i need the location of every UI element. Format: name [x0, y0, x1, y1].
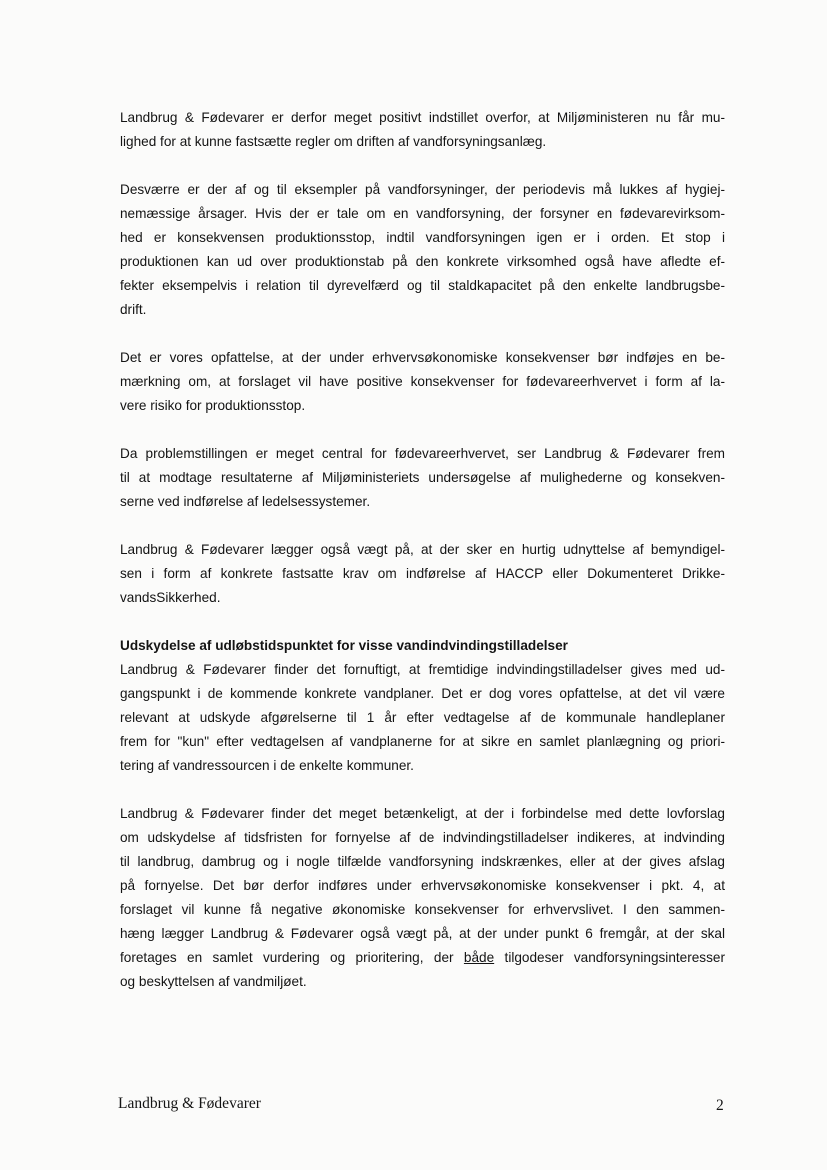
paragraph-5	[120, 538, 725, 610]
footer-organization: Landbrug & Fødevarer	[118, 1095, 261, 1112]
text-line: og beskyttelsen af vandmiljøet.	[120, 974, 307, 989]
text-line: nemæssige årsager. Hvis der er tale om en vandforsyning, der forsyner en fødevarevirksom-	[120, 206, 725, 221]
paragraph-4	[120, 442, 725, 514]
text-line: frem for "kun" efter vedtagelsen af vandplanerne for at sikre en samlet planlægning og priori-	[120, 734, 725, 749]
text-line: Landbrug & Fødevarer finder det fornuftigt, at fremtidige indvindingstilladelser gives med ud-	[120, 662, 725, 677]
paragraph-last	[120, 802, 725, 994]
text-line: relevant at udskyde afgørelserne til 1 år efter vedtagelse af de kommunale handleplaner	[120, 710, 725, 725]
text-line: Landbrug & Fødevarer er derfor meget positivt indstillet overfor, at Miljøministeren nu får mu-	[120, 110, 725, 125]
text-line: lighed for at kunne fastsætte regler om driften af vandforsyningsanlæg.	[120, 134, 547, 149]
text-line: drift.	[120, 302, 147, 317]
text-line: tering af vandressourcen i de enkelte kommuner.	[120, 758, 414, 773]
text-line: hed er konsekvensen produktionsstop, indtil vandforsyningen igen er i orden. Et stop i	[120, 230, 725, 245]
paragraph-1	[120, 106, 725, 154]
text-segment: foretages en samlet vurdering og prioritering, der	[120, 950, 464, 965]
text-line: til landbrug, dambrug og i nogle tilfælde vandforsyning indskrænkes, eller at der gives afslag	[120, 854, 725, 869]
text-line: fekter eksempelvis i relation til dyrevelfærd og til staldkapacitet på den enkelte landbrugsbe-	[120, 278, 725, 293]
text-line: Da problemstillingen er meget central for fødevareerhvervet, ser Landbrug & Fødevarer frem	[120, 446, 725, 461]
body-text	[120, 106, 725, 1018]
underlined-word: både	[463, 950, 495, 965]
section-heading: Udskydelse af udløbstidspunktet for visse vandindvindingstilladelser	[120, 638, 568, 653]
text-segment: tilgodeser vandforsyningsinteresser	[494, 950, 725, 965]
paragraph-3	[120, 346, 725, 418]
text-line: vere risiko for produktionsstop.	[120, 398, 306, 413]
text-line: serne ved indførelse af ledelsessystemer.	[120, 494, 371, 509]
text-line: på fornyelse. Det bør derfor indføres under erhvervsøkonomiske konsekvenser i pkt. 4, at	[120, 878, 725, 893]
text-line: om udskydelse af tidsfristen for fornyelse af de indvindingstilladelser indikeres, at indvinding	[120, 830, 725, 845]
text-line: Landbrug & Fødevarer finder det meget betænkeligt, at der i forbindelse med dette lovforslag	[120, 806, 725, 821]
text-line: produktionen kan ud over produktionstab på den konkrete virksomhed også have afledte ef-	[120, 254, 725, 269]
text-line: forslaget vil kunne få negative økonomiske konsekvenser for erhvervslivet. I den sammen-	[120, 902, 725, 917]
text-line: Desværre er der af og til eksempler på vandforsyninger, der periodevis må lukkes af hygiej-	[120, 182, 725, 197]
text-line: mærkning om, at forslaget vil have positive konsekvenser for fødevareerhvervet i form af la-	[120, 374, 725, 389]
text-line-with-emphasis	[120, 946, 725, 970]
text-line: hæng lægger Landbrug & Fødevarer også vægt på, at der under punkt 6 fremgår, at der skal	[120, 926, 725, 941]
text-line: Det er vores opfattelse, at der under erhvervsøkonomiske konsekvenser bør indføjes en be-	[120, 350, 725, 365]
text-line: til at modtage resultaterne af Miljøministeriets undersøgelse af mulighederne og konsekven-	[120, 470, 725, 485]
text-line: sen i form af konkrete fastsatte krav om indførelse af HACCP eller Dokumenteret Drikke-	[120, 566, 725, 581]
text-line: vandsSikkerhed.	[120, 590, 221, 605]
section-paragraph	[120, 634, 725, 778]
footer-page-number: 2	[716, 1097, 724, 1114]
paragraph-2	[120, 178, 725, 322]
text-line: gangspunkt i de kommende konkrete vandplaner. Det er dog vores opfattelse, at det vil være	[120, 686, 725, 701]
text-line: Landbrug & Fødevarer lægger også vægt på, at der sker en hurtig udnyttelse af bemyndigel-	[120, 542, 725, 557]
